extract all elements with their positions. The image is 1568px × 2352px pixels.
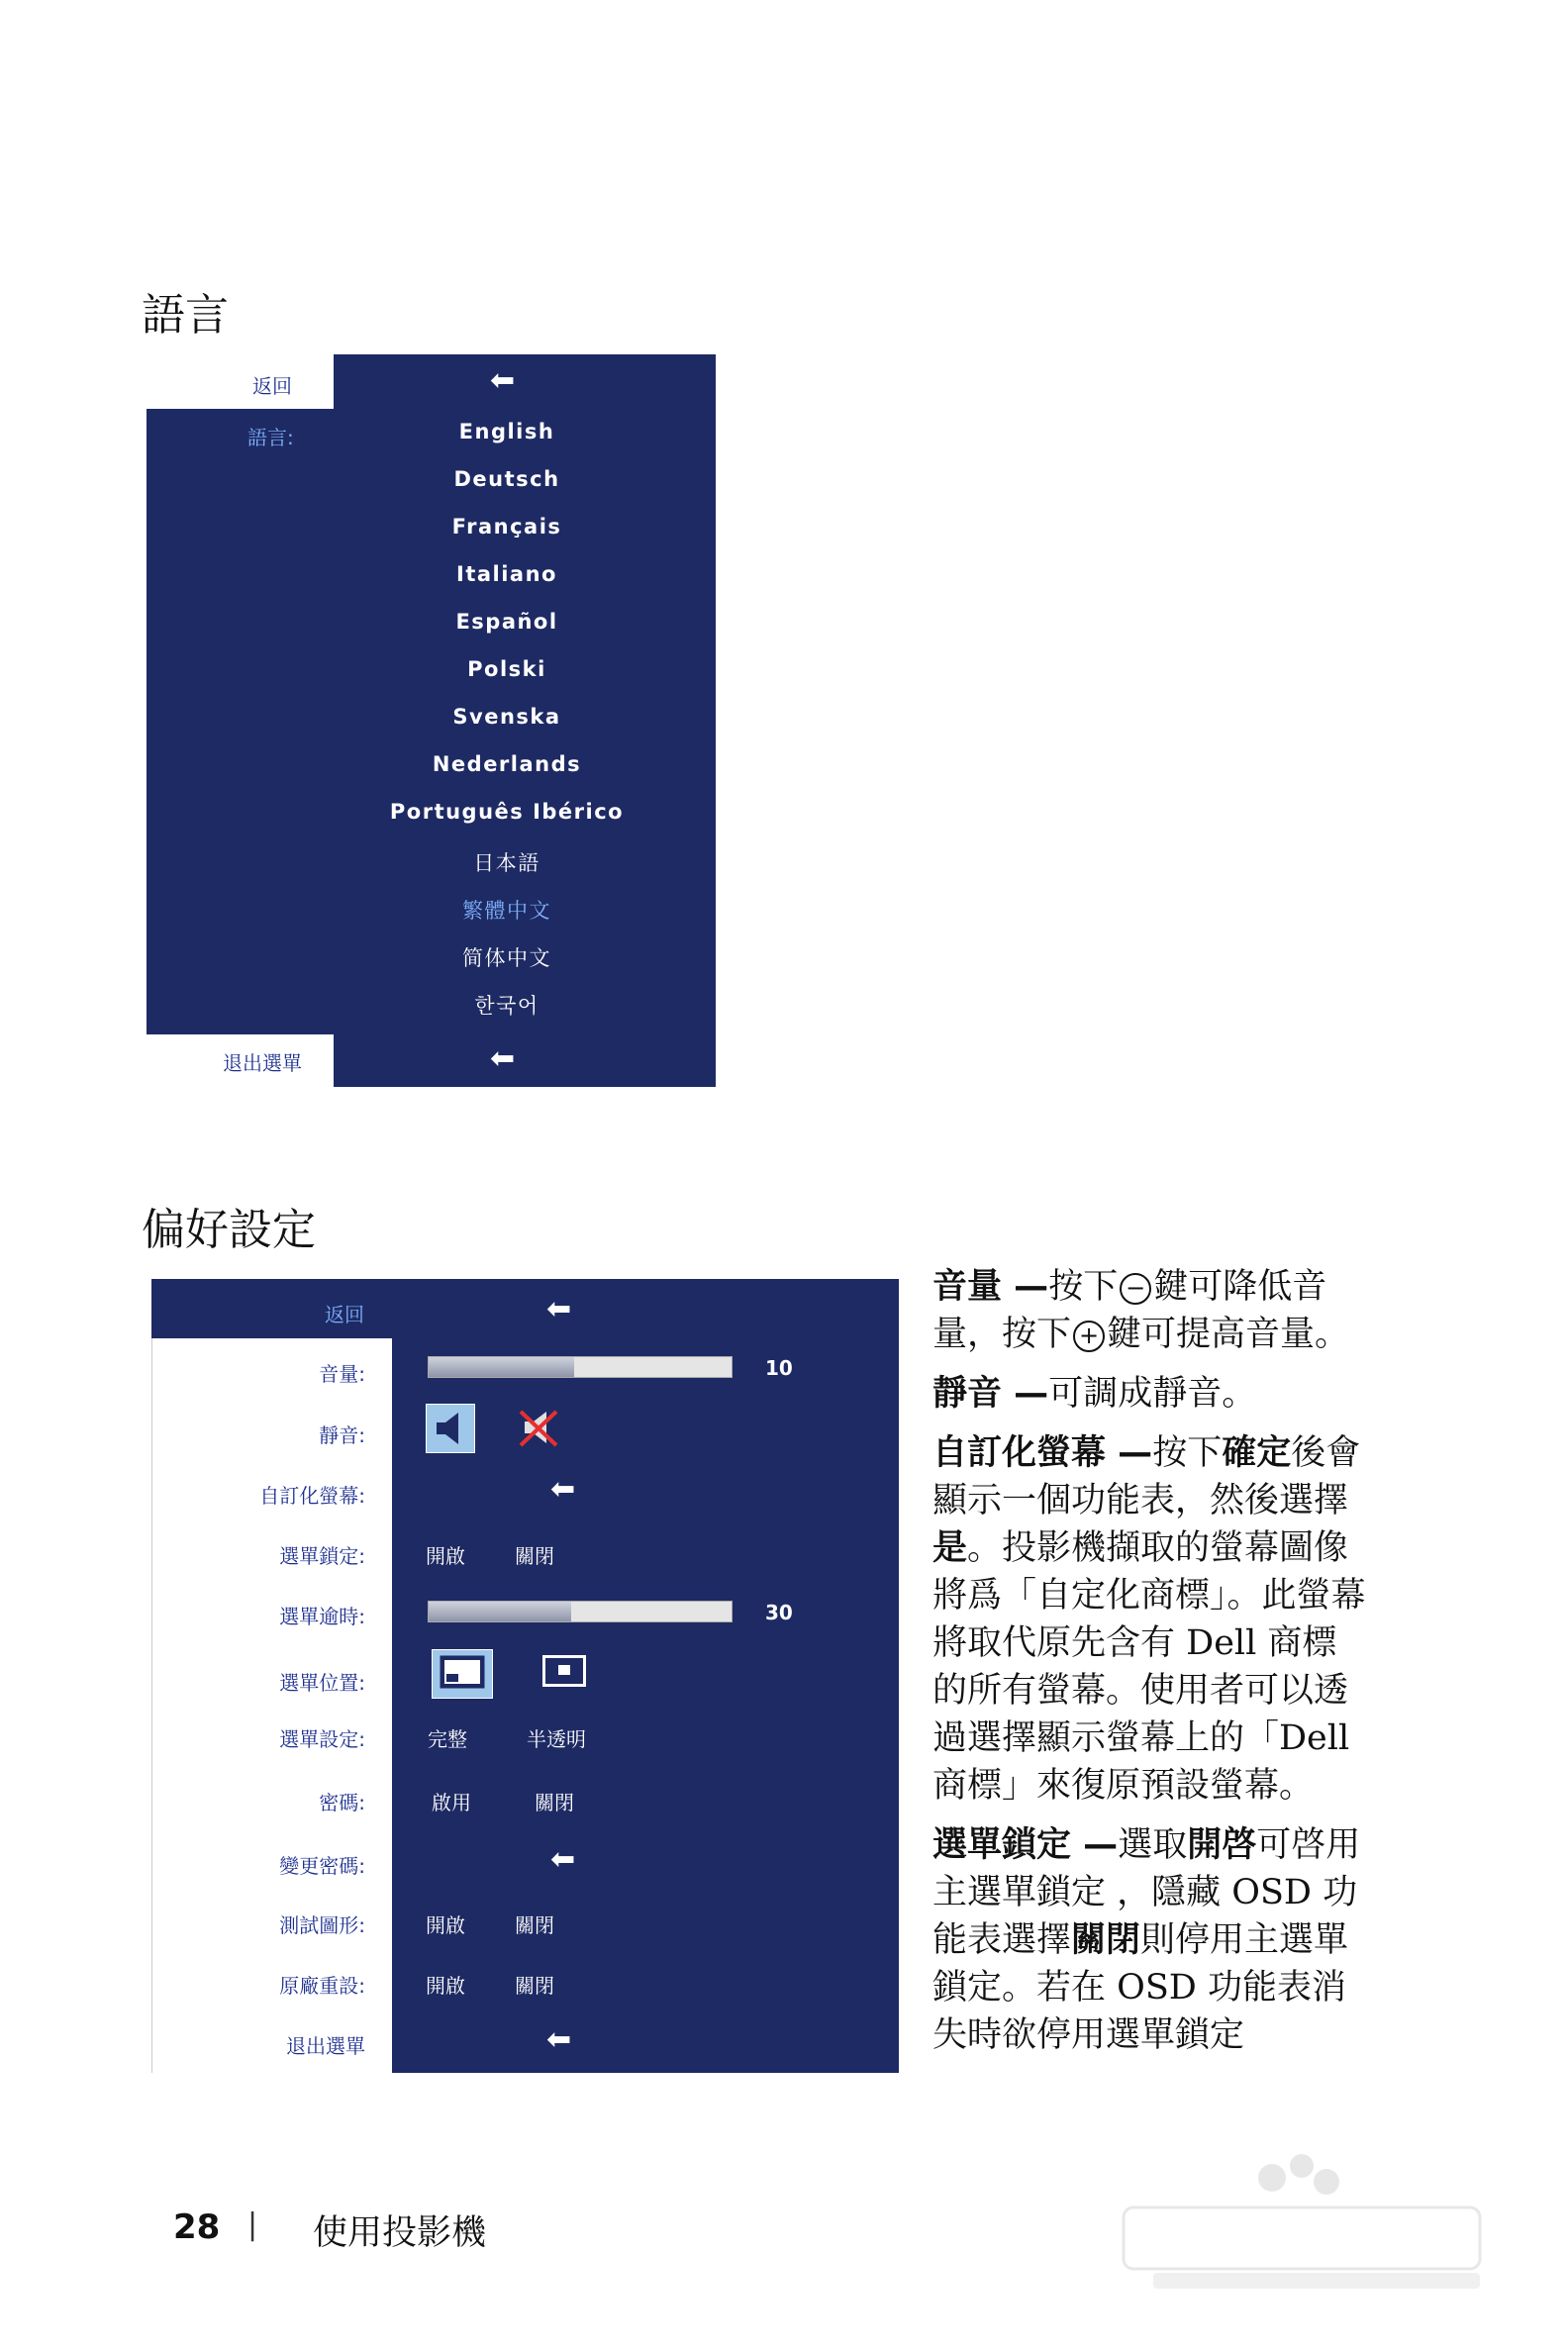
lock-desc-text-2: 可啓用主選單鎖定 ，隱藏 OSD 功能表選擇: [932, 1825, 1361, 1960]
factory-reset-off-option[interactable]: 關閉: [515, 1974, 554, 1998]
menu-position-center-button[interactable]: [432, 1649, 493, 1699]
factory-reset-label: 原廠重設:: [279, 1974, 365, 1998]
mute-desc-text: 可調成靜音。: [1048, 1374, 1257, 1414]
language-section-title: 語言: [142, 290, 229, 341]
change-password-label: 變更密碼:: [279, 1854, 365, 1878]
back-row[interactable]: [334, 354, 716, 409]
factory-reset-on-option[interactable]: 開啟: [426, 1974, 465, 1998]
minus-key-icon: −: [1120, 1273, 1151, 1305]
custom-screen-label: 自訂化螢幕:: [259, 1484, 365, 1508]
speaker-muted-icon: [515, 1404, 562, 1451]
custom-desc-bold-2: 是: [932, 1528, 968, 1568]
menu-lock-label: 選單鎖定:: [279, 1544, 365, 1568]
password-disable-option[interactable]: 關閉: [535, 1791, 574, 1814]
volume-desc-text-3: 鍵可提高音量。: [1107, 1315, 1350, 1354]
password-label: 密碼:: [319, 1791, 365, 1814]
back-arrow-icon[interactable]: ⬅: [490, 363, 516, 398]
test-pattern-on-option[interactable]: 開啟: [426, 1913, 465, 1937]
menu-setting-full-option[interactable]: 完整: [428, 1727, 467, 1751]
menu-position-label: 選單位置:: [279, 1671, 365, 1695]
lock-desc-bold-1: 開啓: [1187, 1825, 1257, 1865]
language-option-portugues[interactable]: Português Ibérico: [389, 800, 625, 824]
menu-position-corner-button[interactable]: [535, 1649, 594, 1697]
volume-value: 10: [765, 1356, 793, 1380]
exit-menu-label[interactable]: 退出選單: [223, 1051, 302, 1075]
mute-on-button[interactable]: [515, 1404, 562, 1451]
page-number: 28: [173, 2207, 221, 2247]
back-label[interactable]: 返回: [252, 374, 292, 398]
language-option-traditional-chinese[interactable]: 繁體中文: [462, 899, 551, 923]
lock-desc-bold-2: 關閉: [1071, 1920, 1141, 1960]
lock-desc-text-3: 則停用主選單鎖定。若在 OSD 功能表消失時欲停用選單鎖定: [932, 1920, 1349, 2055]
menu-timeout-slider[interactable]: [428, 1601, 733, 1622]
footer-chapter: 使用投影機: [313, 2213, 487, 2253]
menu-setting-translucent-option[interactable]: 半透明: [527, 1727, 586, 1751]
volume-slider-fill: [429, 1357, 574, 1377]
change-password-enter-icon[interactable]: ⬅: [550, 1842, 576, 1877]
language-option-nederlands[interactable]: Nederlands: [432, 752, 582, 776]
menu-timeout-label: 選單逾時:: [279, 1605, 365, 1628]
custom-screen-description: [932, 1429, 1368, 1810]
lock-term: 選單鎖定 —: [932, 1825, 1119, 1865]
volume-slider[interactable]: [428, 1356, 733, 1378]
menu-lock-description: [932, 1821, 1368, 2059]
monitor-corner-icon: [535, 1649, 594, 1697]
pref-back-row[interactable]: [151, 1279, 899, 1338]
custom-desc-bold-1: 確定: [1222, 1433, 1292, 1473]
pref-back-arrow-icon[interactable]: ⬅: [546, 1292, 572, 1326]
language-option-english[interactable]: English: [458, 420, 555, 443]
preferences-osd-menu: [151, 1279, 899, 2073]
pref-back-label[interactable]: 返回: [325, 1303, 364, 1326]
menu-setting-label: 選單設定:: [279, 1727, 365, 1751]
volume-desc-text-2: 鍵可降低音量，按下: [932, 1267, 1327, 1354]
mute-term: 靜音 —: [932, 1374, 1049, 1414]
mute-off-button[interactable]: [426, 1404, 475, 1453]
language-option-japanese[interactable]: 日本語: [473, 851, 540, 875]
pref-label-column: [151, 1338, 393, 2073]
custom-desc-text-1: 按下: [1152, 1433, 1223, 1473]
language-option-italiano[interactable]: Italiano: [456, 562, 557, 586]
menu-lock-off-option[interactable]: 關閉: [515, 1544, 554, 1568]
custom-screen-enter-icon[interactable]: ⬅: [550, 1472, 576, 1507]
language-option-polski[interactable]: Polski: [467, 657, 546, 681]
password-enable-option[interactable]: 啟用: [432, 1791, 471, 1814]
menu-lock-on-option[interactable]: 開啟: [426, 1544, 465, 1568]
test-pattern-off-option[interactable]: 關閉: [515, 1913, 554, 1937]
test-pattern-label: 測試圖形:: [279, 1913, 365, 1937]
preferences-section-title: 偏好設定: [142, 1205, 316, 1255]
pref-exit-menu-label[interactable]: 退出選單: [286, 2034, 365, 2058]
monitor-center-icon: [433, 1650, 492, 1698]
volume-desc-text-1: 按下: [1048, 1267, 1119, 1307]
custom-term: 自訂化螢幕 —: [932, 1433, 1153, 1473]
baidu-watermark-logo: [1114, 2148, 1510, 2297]
mute-description: [932, 1370, 1368, 1418]
language-option-espanol[interactable]: Español: [455, 610, 558, 634]
exit-row[interactable]: [334, 1034, 716, 1087]
language-option-francais[interactable]: Français: [451, 515, 562, 539]
language-option-deutsch[interactable]: Deutsch: [453, 467, 560, 491]
language-label: 語言:: [247, 426, 294, 449]
plus-key-icon: +: [1073, 1321, 1105, 1352]
exit-arrow-icon[interactable]: ⬅: [490, 1041, 516, 1076]
pref-exit-arrow-icon[interactable]: ⬅: [546, 2022, 572, 2057]
footer-separator: |: [247, 2207, 258, 2242]
mute-label: 靜音:: [319, 1423, 365, 1447]
language-option-korean[interactable]: 한국어: [474, 994, 539, 1018]
language-option-svenska[interactable]: Svenska: [452, 705, 561, 729]
menu-timeout-value: 30: [765, 1601, 793, 1624]
menu-timeout-slider-fill: [429, 1602, 571, 1621]
language-option-simplified-chinese[interactable]: 简体中文: [462, 946, 551, 970]
description-text: [932, 1263, 1368, 2071]
custom-desc-text-3: 。投影機擷取的螢幕圖像將爲「自定化商標」。此螢幕將取代原先含有 Dell 商標的所有螢幕。使用者可以透過選擇顯示螢幕上的「Dell 商標」來復原預設螢幕。: [932, 1528, 1366, 1806]
lock-desc-text-1: 選取: [1118, 1825, 1188, 1865]
speaker-icon: [427, 1405, 474, 1452]
volume-label: 音量:: [319, 1362, 365, 1386]
volume-description: [932, 1263, 1368, 1358]
custom-desc-text-2: 後會顯示一個功能表，然後選擇: [932, 1433, 1361, 1520]
volume-term: 音量 —: [932, 1267, 1049, 1307]
